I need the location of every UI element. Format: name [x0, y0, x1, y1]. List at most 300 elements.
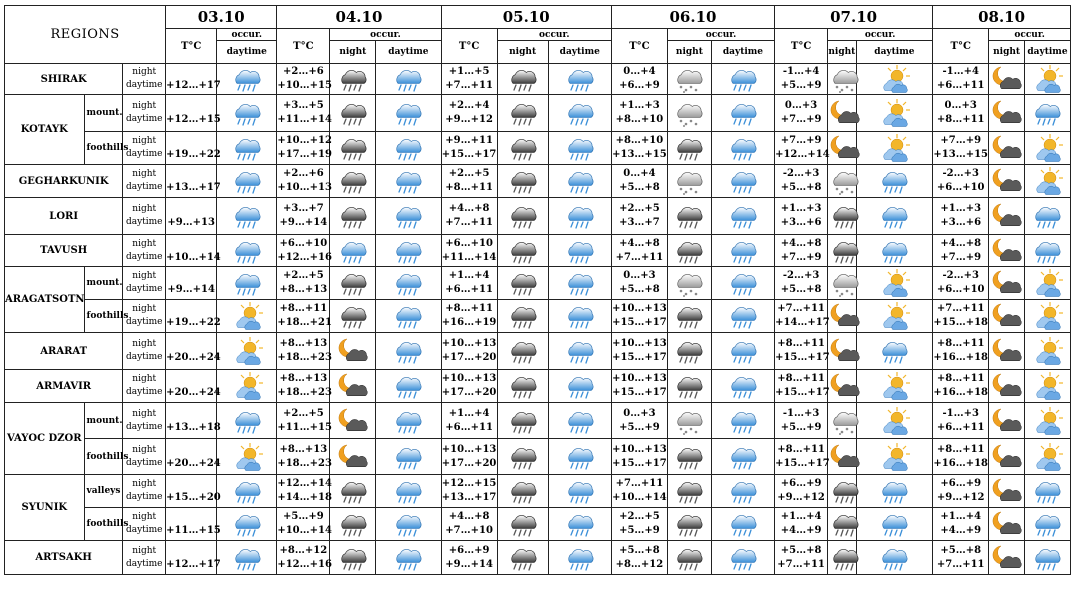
night-label: night [132, 339, 157, 349]
occurrence-cell [828, 64, 857, 95]
date-header: 03.10 [166, 6, 277, 29]
night-temp: -1…+3 [782, 407, 820, 419]
night-temp: +4…+8 [619, 237, 660, 249]
zone-label: foothills [84, 439, 123, 475]
occurrence-cell [217, 439, 277, 475]
temp-cell [775, 508, 828, 541]
daytime-label: daytime [125, 114, 163, 124]
night-temp: 0…+3 [784, 100, 818, 111]
night-temp: 0…+3 [623, 270, 656, 281]
occurrence-cell [667, 403, 711, 439]
occurrence-cell [330, 95, 376, 132]
occurrence-cell [667, 475, 711, 508]
occurrence-cell [711, 165, 774, 198]
night-label: night [132, 136, 157, 146]
occurrence-cell [856, 403, 933, 439]
moon-cloud-icon [828, 133, 862, 163]
sleet-icon [828, 64, 862, 94]
night-temp: +8…+11 [777, 338, 825, 349]
region-name: ARARAT [5, 333, 123, 370]
night-header: night [667, 41, 711, 64]
night-temp: +10…+13 [612, 338, 667, 349]
dark-rain-icon [506, 406, 540, 436]
occurrence-cell [217, 267, 277, 300]
temp-cell [441, 95, 497, 132]
temp-cell [611, 64, 667, 95]
rain-icon [1030, 98, 1064, 128]
night-temp: 0…+4 [623, 66, 656, 77]
temp-cell [611, 198, 667, 235]
occurrence-cell [828, 333, 857, 370]
day-temp: +9…+14 [445, 558, 493, 570]
occurrence-cell [856, 370, 933, 403]
rain-icon [391, 476, 425, 506]
dark-rain-icon [336, 543, 370, 573]
temp-cell [277, 508, 330, 541]
rain-icon [877, 236, 911, 266]
temp-cell [933, 267, 989, 300]
night-temp: +3…+5 [283, 100, 324, 111]
temp-cell [166, 95, 221, 132]
temp-cell [933, 370, 989, 403]
occurrence-cell [856, 165, 933, 198]
day-temp: +14…+17 [775, 317, 830, 328]
temp-cell [166, 267, 217, 300]
occurrence-cell [711, 267, 774, 300]
temp-cell [933, 541, 989, 575]
occurrence-cell [376, 235, 441, 267]
night-temp: +5…+9 [283, 511, 324, 522]
night-temp: +8…+11 [936, 373, 985, 384]
temp-cell [611, 300, 667, 333]
day-temp: +9…+12 [445, 114, 493, 125]
occurrence-cell [217, 235, 277, 267]
night-daytime-label [123, 541, 166, 575]
day-temp: +14…+18 [277, 492, 332, 503]
region-name: VAYOC DZOR [5, 403, 85, 475]
night-temp: +2…+5 [283, 270, 324, 281]
day-temp: +3…+7 [619, 217, 660, 228]
night-temp [166, 99, 216, 113]
occur-header: occur. [497, 29, 611, 41]
forecast-table [4, 5, 1071, 575]
dark-rain-icon [506, 543, 540, 573]
day-temp: +8…+11 [936, 114, 985, 125]
region-row [5, 541, 1071, 575]
day-temp: +7…+9 [780, 251, 822, 263]
dark-rain-icon [506, 166, 540, 196]
night-temp: +8…+11 [279, 303, 328, 314]
temp-cell [277, 267, 330, 300]
rain-icon [726, 201, 760, 231]
occurrence-cell [217, 333, 277, 370]
rain-icon [563, 133, 597, 163]
night-label: night [132, 67, 157, 77]
occurrence-cell [667, 267, 711, 300]
night-temp: +12…+14 [277, 478, 332, 489]
region-row [5, 439, 1071, 475]
occurrence-cell [376, 64, 441, 95]
dark-rain-icon [672, 509, 706, 539]
occurrence-cell [376, 333, 441, 370]
night-temp: +4…+8 [940, 237, 982, 249]
dark-rain-icon [672, 301, 706, 331]
occurrence-cell [548, 267, 611, 300]
region-row [5, 475, 1071, 508]
temp-cell [611, 165, 667, 198]
sunny-cloud-icon [1030, 64, 1064, 94]
region-name: ARMAVIR [5, 370, 123, 403]
night-temp: +2…+5 [619, 511, 660, 522]
temp-cell [277, 64, 330, 95]
day-temp: +12…+16 [277, 251, 332, 263]
rain-icon [391, 371, 425, 401]
dark-rain-icon [336, 98, 370, 128]
rain-icon [563, 509, 597, 539]
daytime-label: daytime [125, 558, 163, 569]
occurrence-cell [667, 300, 711, 333]
occurrence-cell [330, 300, 376, 333]
day-temp: +6…+9 [619, 80, 660, 91]
day-temp: +9…+12 [777, 492, 825, 503]
night-label: night [132, 408, 157, 419]
night-temp [166, 167, 216, 181]
rain-icon [230, 201, 264, 231]
daytime-header: daytime [376, 41, 441, 64]
sleet-icon [672, 406, 706, 436]
occur-header: occur. [217, 29, 277, 41]
occurrence-cell [667, 64, 711, 95]
moon-cloud-icon [990, 371, 1024, 401]
occurrence-cell [497, 508, 548, 541]
day-temp: +9…+14 [279, 217, 328, 228]
occurrence-cell [667, 132, 711, 165]
rain-icon [230, 236, 264, 266]
temp-cell [277, 235, 330, 267]
rain-icon [563, 406, 597, 436]
night-temp: +4…+8 [780, 237, 822, 249]
rain-icon [230, 64, 264, 94]
rain-icon [726, 476, 760, 506]
dark-rain-icon [506, 201, 540, 231]
temp-cell [166, 370, 221, 403]
dark-rain-icon [506, 64, 540, 94]
day-temp: +8…+10 [615, 114, 664, 125]
day-temp: +19…+22 [166, 317, 221, 328]
night-temp [166, 237, 216, 251]
temp-cell [611, 439, 667, 475]
night-daytime-label [123, 475, 166, 508]
occurrence-cell [548, 300, 611, 333]
day-temp: +13…+18 [166, 421, 221, 433]
temp-cell [166, 439, 221, 475]
occurrence-cell [497, 267, 548, 300]
night-temp: +8…+11 [445, 303, 493, 314]
night-temp: +4…+8 [448, 511, 490, 522]
day-temp: +15…+20 [166, 492, 221, 503]
day-temp: +5…+9 [780, 421, 822, 433]
occurrence-cell [330, 165, 376, 198]
occurrence-cell [711, 403, 774, 439]
dark-rain-icon [506, 268, 540, 298]
day-temp: +11…+14 [441, 251, 497, 263]
night-temp: +8…+11 [936, 338, 985, 349]
moon-cloud-icon [990, 268, 1024, 298]
rain-icon [726, 133, 760, 163]
day-temp: +11…+15 [166, 525, 221, 536]
occurrence-cell [330, 541, 376, 575]
moon-cloud-icon [990, 98, 1024, 128]
day-temp: +12…+17 [166, 80, 221, 91]
day-temp: +3…+6 [780, 217, 822, 228]
night-temp: 0…+4 [623, 168, 656, 179]
region-row [5, 403, 1071, 439]
rain-icon [230, 133, 264, 163]
region-row [5, 235, 1071, 267]
moon-cloud-icon [990, 236, 1024, 266]
forecast-page [4, 5, 1071, 575]
date-header: 06.10 [611, 6, 774, 29]
night-daytime-label [123, 508, 166, 541]
temp-cell [441, 403, 497, 439]
rain-icon [1030, 476, 1064, 506]
temp-cell [775, 333, 828, 370]
moon-cloud-icon [828, 301, 862, 331]
temp-cell [611, 475, 667, 508]
daytime-label: daytime [125, 421, 163, 432]
region-row [5, 508, 1071, 541]
occurrence-cell [330, 403, 376, 439]
region-row [5, 132, 1071, 165]
day-temp: +20…+24 [166, 352, 221, 363]
day-temp: +3…+6 [940, 217, 982, 228]
moon-cloud-icon [990, 64, 1024, 94]
temp-cell [166, 508, 221, 541]
night-label: night [132, 101, 157, 111]
night-temp [166, 544, 216, 558]
region-row [5, 198, 1071, 235]
moon-cloud-icon [990, 133, 1024, 163]
night-temp: -2…+3 [942, 270, 979, 281]
temp-cell [775, 541, 828, 575]
temp-cell [775, 64, 828, 95]
night-temp: +10…+13 [441, 373, 497, 384]
moon-cloud-icon [990, 406, 1024, 436]
occurrence-cell [711, 198, 774, 235]
rain-icon [391, 133, 425, 163]
zone-label: foothills [84, 300, 123, 333]
dark-rain-icon [336, 476, 370, 506]
temp-cell [166, 541, 221, 575]
daytime-label: daytime [125, 284, 163, 294]
occurrence-cell [828, 403, 857, 439]
occurrence-cell [667, 370, 711, 403]
sunny-cloud-icon [877, 371, 911, 401]
sunny-cloud-icon [877, 64, 911, 94]
temp-cell [933, 198, 989, 235]
occurrence-cell [376, 508, 441, 541]
daytime-label: daytime [125, 387, 163, 397]
zone-label: foothills [84, 508, 123, 541]
occurrence-cell [497, 235, 548, 267]
day-temp: +5…+8 [780, 182, 822, 193]
rain-icon [726, 98, 760, 128]
sunny-cloud-icon [877, 98, 911, 128]
day-temp: +10…+13 [277, 182, 332, 193]
temp-header: T°C [611, 29, 667, 64]
occurrence-cell [989, 95, 1025, 132]
occurrence-cell [828, 300, 857, 333]
night-temp: +1…+4 [448, 270, 490, 281]
occurrence-cell [856, 508, 933, 541]
night-temp: +2…+6 [283, 168, 324, 179]
day-temp: +16…+19 [441, 317, 497, 328]
occurrence-cell [1024, 235, 1070, 267]
dark-rain-icon [828, 201, 862, 231]
night-temp: +6…+9 [940, 478, 982, 489]
rain-icon [563, 476, 597, 506]
day-temp: +9…+14 [167, 284, 215, 295]
rain-icon [726, 64, 760, 94]
daytime-header: daytime [217, 41, 277, 64]
night-temp: +10…+13 [441, 443, 497, 455]
occurrence-cell [376, 95, 441, 132]
temp-header: T°C [775, 29, 828, 64]
region-row [5, 333, 1071, 370]
occurrence-cell [1024, 541, 1070, 575]
temp-cell [166, 333, 221, 370]
occurrence-cell [711, 333, 774, 370]
temp-cell [166, 64, 221, 95]
sleet-icon [672, 166, 706, 196]
temp-cell [277, 541, 330, 575]
rain-icon [391, 236, 425, 266]
occurrence-cell [828, 132, 857, 165]
temp-cell [277, 198, 330, 235]
night-temp: +7…+9 [780, 135, 822, 146]
temp-cell [611, 403, 667, 439]
dark-rain-icon [506, 476, 540, 506]
night-temp: -2…+3 [942, 168, 979, 179]
temp-cell [441, 64, 497, 95]
occurrence-cell [828, 508, 857, 541]
night-temp: +3…+7 [283, 203, 324, 214]
occurrence-cell [828, 165, 857, 198]
day-temp: +9…+13 [167, 217, 215, 228]
temp-cell [441, 333, 497, 370]
daytime-label: daytime [125, 352, 163, 362]
day-temp: +5…+9 [619, 421, 660, 433]
day-temp: +7…+11 [445, 80, 493, 91]
day-temp: +11…+14 [277, 114, 332, 125]
day-temp: +6…+10 [936, 284, 985, 295]
occurrence-cell [330, 333, 376, 370]
rain-icon [563, 336, 597, 366]
night-temp [166, 134, 216, 148]
day-temp: +17…+20 [441, 352, 497, 363]
daytime-header: daytime [856, 41, 933, 64]
day-temp: +6…+11 [445, 284, 493, 295]
occurrence-cell [1024, 198, 1070, 235]
rain-icon [563, 268, 597, 298]
night-temp [166, 337, 216, 351]
day-temp: +15…+17 [612, 457, 667, 469]
dark-rain-icon [506, 442, 540, 472]
region-row [5, 95, 1071, 132]
day-temp: +7…+10 [445, 525, 493, 536]
day-temp: +4…+9 [940, 525, 982, 536]
day-temp: +7…+11 [936, 558, 985, 570]
rain-icon [230, 476, 264, 506]
occur-header: occur. [828, 29, 933, 41]
occurrence-cell [376, 198, 441, 235]
dark-rain-icon [506, 133, 540, 163]
moon-cloud-icon [336, 371, 370, 401]
temp-cell [166, 300, 221, 333]
night-label: night [132, 479, 157, 489]
night-temp: +8…+13 [279, 443, 328, 455]
dark-rain-icon [828, 543, 862, 573]
occurrence-cell [376, 475, 441, 508]
occurrence-cell [548, 198, 611, 235]
day-temp: +16…+18 [933, 457, 988, 469]
temp-cell [441, 198, 497, 235]
region-name: TAVUSH [5, 235, 123, 267]
occurrence-cell [828, 541, 857, 575]
night-temp: +2…+5 [283, 407, 324, 419]
night-header: night [497, 41, 548, 64]
night-header: night [828, 41, 857, 64]
temp-cell [775, 132, 828, 165]
rain-icon [391, 64, 425, 94]
night-temp: +8…+12 [279, 544, 328, 556]
day-temp: +6…+11 [936, 80, 985, 91]
occurrence-cell [856, 300, 933, 333]
night-temp: +10…+13 [612, 373, 667, 384]
zone-label: valleys [84, 475, 123, 508]
temp-cell [775, 165, 828, 198]
occurrence-cell [856, 95, 933, 132]
daytime-header: daytime [711, 41, 774, 64]
rain-icon [563, 442, 597, 472]
day-temp: +5…+9 [619, 525, 660, 536]
occurrence-cell [989, 439, 1025, 475]
dark-rain-icon [336, 133, 370, 163]
dark-rain-icon [828, 236, 862, 266]
daytime-label: daytime [125, 525, 163, 535]
night-label: night [132, 374, 157, 384]
temp-header: T°C [166, 29, 217, 64]
day-temp: +20…+24 [166, 457, 221, 469]
rain-icon [726, 236, 760, 266]
rain-icon [877, 509, 911, 539]
night-temp: +8…+11 [777, 373, 825, 384]
temp-cell [775, 403, 828, 439]
occurrence-cell [548, 439, 611, 475]
occurrence-cell [989, 333, 1025, 370]
rain-icon [726, 442, 760, 472]
rain-icon [391, 336, 425, 366]
temp-cell [277, 165, 330, 198]
temp-cell [775, 235, 828, 267]
sunny-cloud-icon [1030, 268, 1064, 298]
rain-icon [336, 236, 370, 266]
sunny-cloud-icon [1030, 301, 1064, 331]
occurrence-cell [376, 165, 441, 198]
day-temp: +10…+14 [277, 525, 332, 536]
temp-cell [166, 198, 217, 235]
night-temp [166, 407, 216, 421]
